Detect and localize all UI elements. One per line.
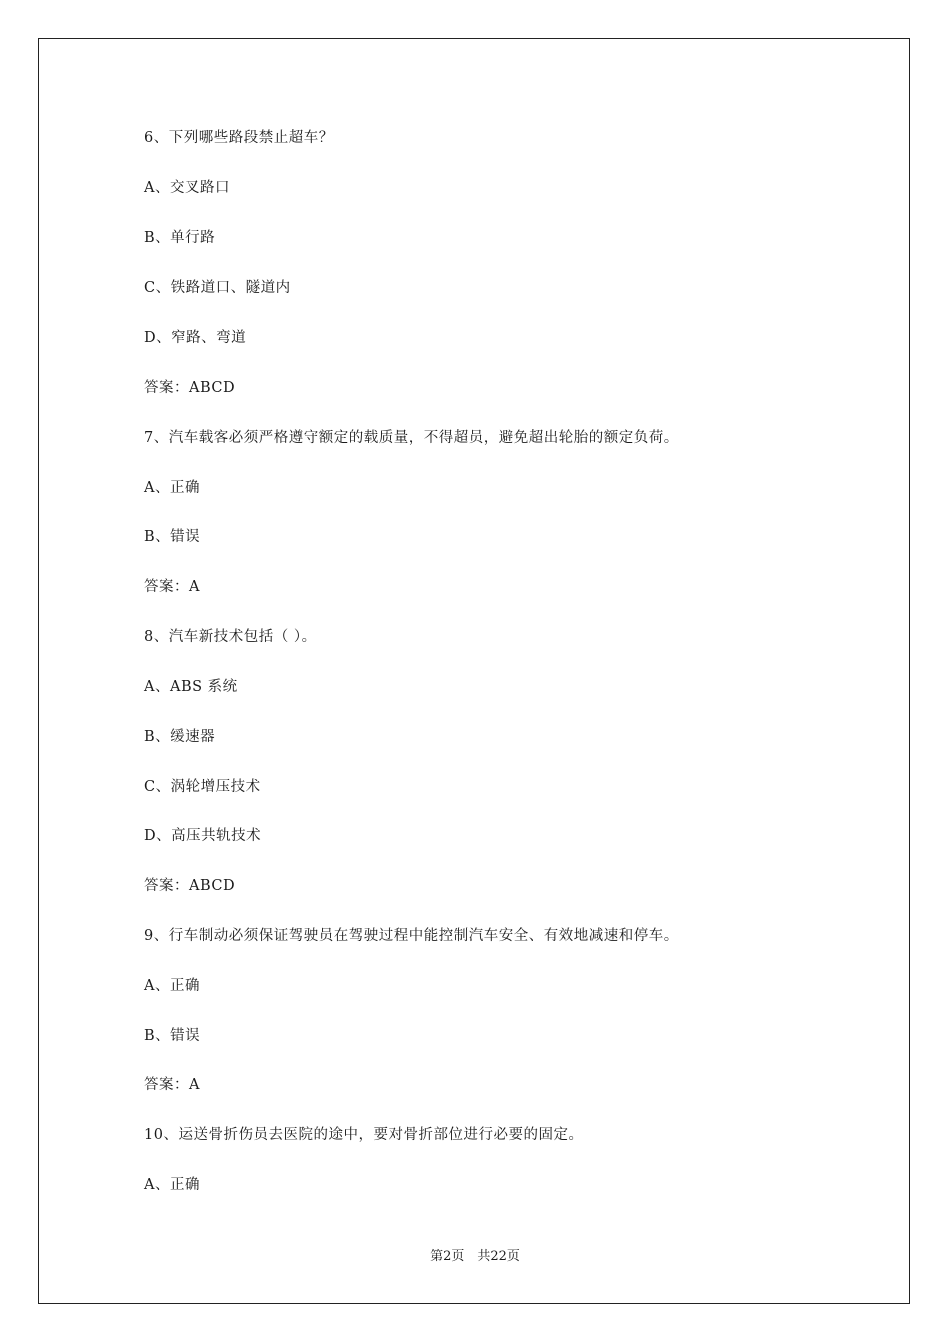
question-6-option-d: D、窄路、弯道 [144, 330, 247, 346]
page-number-footer: 第2页 共22页 [430, 1249, 520, 1264]
question-9-answer: 答案：A [144, 1077, 200, 1093]
question-6-option-a: A、交叉路口 [144, 180, 230, 196]
question-9-option-b: B、错误 [144, 1028, 201, 1044]
question-7-stem: 7、汽车载客必须严格遵守额定的载质量，不得超员，避免超出轮胎的额定负荷。 [144, 430, 679, 446]
question-8-option-d: D、高压共轨技术 [144, 828, 262, 844]
question-10-option-a: A、正确 [144, 1177, 200, 1193]
question-6-answer: 答案：ABCD [144, 380, 236, 396]
question-10-stem: 10、运送骨折伤员去医院的途中，要对骨折部位进行必要的固定。 [144, 1127, 584, 1143]
question-9-stem: 9、行车制动必须保证驾驶员在驾驶过程中能控制汽车安全、有效地减速和停车。 [144, 928, 679, 944]
question-8-stem: 8、汽车新技术包括（ ）。 [144, 629, 317, 645]
question-8-answer: 答案：ABCD [144, 878, 236, 894]
question-6-stem: 6、下列哪些路段禁止超车？ [144, 130, 334, 146]
question-6-option-c: C、铁路道口、隧道内 [144, 280, 291, 296]
question-6-option-b: B、单行路 [144, 230, 216, 246]
question-8-option-b: B、缓速器 [144, 729, 216, 745]
question-8-option-c: C、涡轮增压技术 [144, 779, 261, 795]
question-9-option-a: A、正确 [144, 978, 200, 994]
question-7-answer: 答案：A [144, 579, 200, 595]
question-7-option-a: A、正确 [144, 480, 200, 496]
question-8-option-a: A、ABS 系统 [144, 679, 238, 695]
question-7-option-b: B、错误 [144, 529, 201, 545]
